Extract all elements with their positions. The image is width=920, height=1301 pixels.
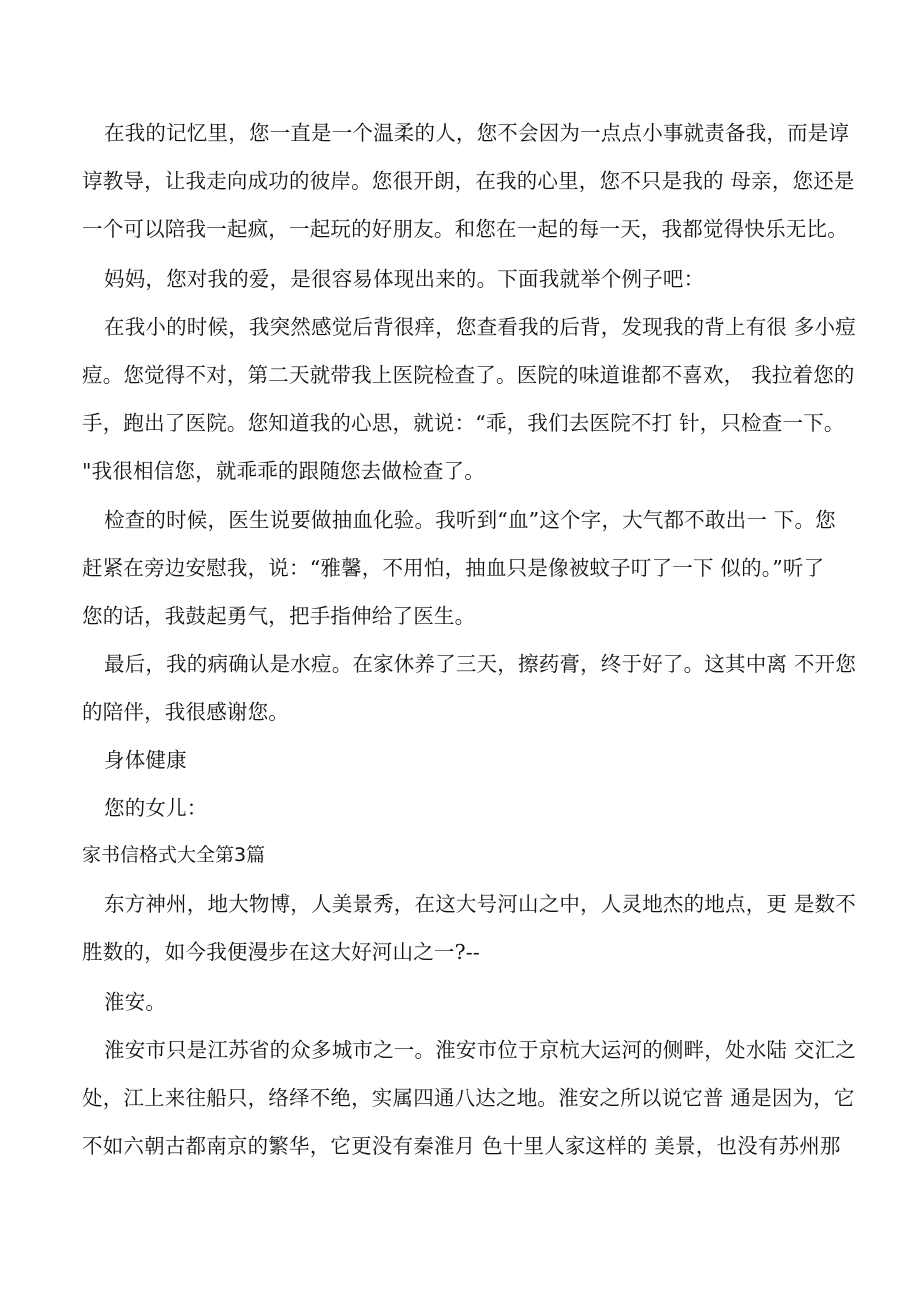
paragraph-line: 痘。您觉得不对，第二天就带我上医院检查了。医院的味道谁都不喜欢， 我拉着您的 [82,363,855,387]
paragraph-line: 检查的时候，医生说要做抽血化验。我听到“血”这个字，大气都不敢出一 下。您 [104,508,836,532]
paragraph-line: 淮安。 [104,990,167,1014]
paragraph-line: 不如六朝古都南京的繁华，它更没有秦淮月 色十里人家这样的 美景，也没有苏州那 [82,1134,841,1158]
paragraph-line: 在我的记忆里，您一直是一个温柔的人，您不会因为一点点小事就责备我，而是谆 [104,121,850,145]
paragraph-line: "我很相信您，就乖乖的跟随您去做检查了。 [82,459,485,483]
paragraph-line: 谆教导，让我走向成功的彼岸。您很开朗，在我的心里，您不只是我的 母亲，您还是 [82,169,855,193]
paragraph-line: 淮安市只是江苏省的众多城市之一。淮安市位于京杭大运河的侧畔，处水陆 交汇之 [104,1038,856,1062]
paragraph-line: 手，跑出了医院。您知道我的心思，就说：“乖，我们去医院不打 针，只检查一下。 [82,411,845,435]
closing-wish: 身体健康 [104,748,187,772]
paragraph-line: 处，江上来往船只，络绎不绝，实属四通八达之地。淮安之所以说它普 通是因为，它 [82,1086,855,1110]
paragraph-line: 在我小的时候，我突然感觉后背很痒，您查看我的后背，发现我的背上有很 多小痘 [104,315,856,339]
signature: 您的女儿： [104,796,208,820]
paragraph-line: 妈妈，您对我的爱，是很容易体现出来的。下面我就举个例子吧： [104,267,705,291]
paragraph-line: 的陪伴，我很感谢您。 [82,700,289,724]
section-heading: 家书信格式大全第3篇 [82,844,266,866]
paragraph-line: 赶紧在旁边安慰我，说：“雅馨，不用怕，抽血只是像被蚊子叮了一下 似的。”听了 [82,556,825,580]
paragraph-line: 胜数的，如今我便漫步在这大好河山之一?-- [82,940,481,964]
paragraph-line: 一个可以陪我一起疯，一起玩的好朋友。和您在一起的每一天，我都觉得快乐无比。 [82,217,848,241]
paragraph-line: 最后，我的病确认是水痘。在家休养了三天，擦药膏，终于好了。这其中离 不开您 [104,652,856,676]
paragraph-line: 您的话，我鼓起勇气，把手指伸给了医生。 [82,604,476,628]
paragraph-line: 东方神州，地大物博，人美景秀，在这大号河山之中，人灵地杰的地点，更 是数不 [104,892,856,916]
